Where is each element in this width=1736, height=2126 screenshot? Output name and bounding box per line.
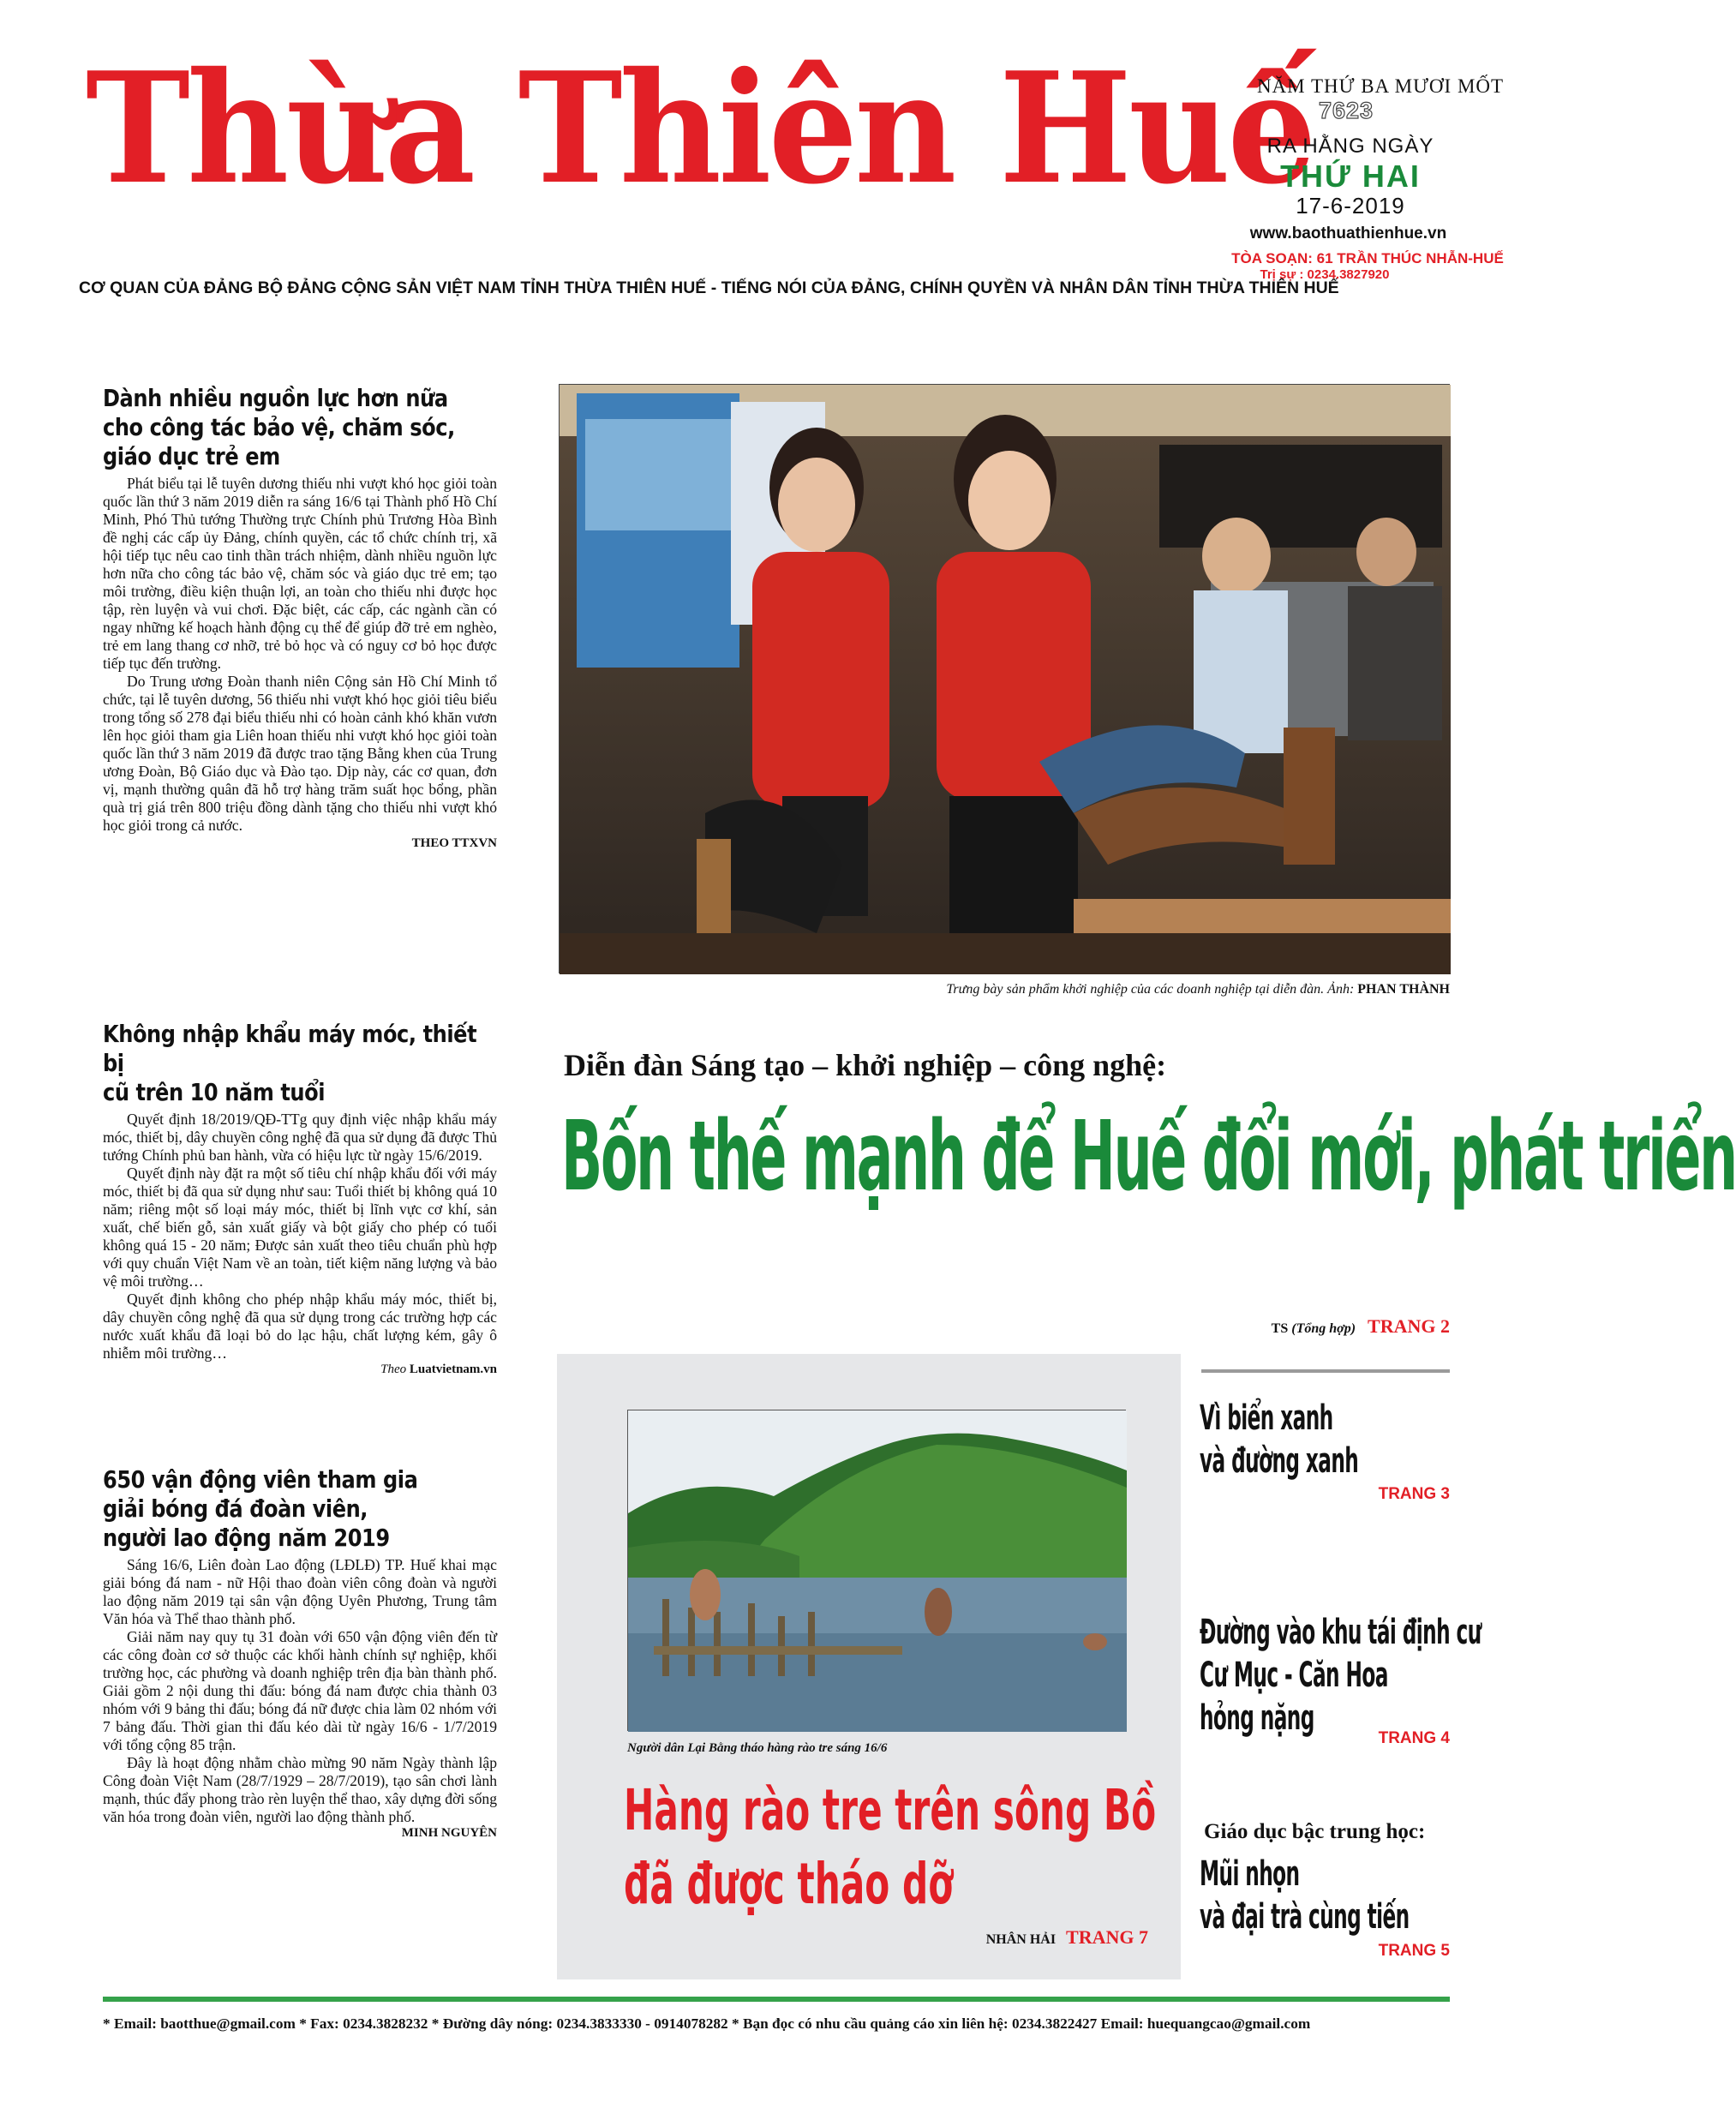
river-photo-caption: Người dân Lại Bằng tháo hàng rào tre sáng 16/6 xyxy=(627,1741,888,1755)
masthead-title: Thừa Thiên Huế xyxy=(86,39,1314,218)
teaser-page-link[interactable]: TRANG 5 xyxy=(1378,1942,1450,1960)
office-phone: Trị sự : 0234.3827920 xyxy=(1260,266,1390,282)
teaser-title[interactable]: Vì biển xanh và đường xanh xyxy=(1200,1398,1359,1481)
lead-headline[interactable]: Bốn thế mạnh để Huế đổi mới, phát triển xyxy=(561,1101,1736,1213)
teaser-title[interactable]: Mũi nhọn và đại trà cùng tiến xyxy=(1200,1854,1410,1937)
article-body: Sáng 16/6, Liên đoàn Lao động (LĐLĐ) TP. Huế khai mạc giải bóng đá nam - nữ Hội thao đoàn viên công đoàn và người lao động năm 2019 tại sân vận động Uyên Phương, Trung tâm Văn hóa và Thể thao thành phố. Giải năm nay quy tụ 31 đoàn với 650 vận động viên đến từ các công đoàn cơ sở thuộc các khối hành chính sự nghiệp, khối trường học, các phường và doanh nghiệp trên địa bàn thành phố. Giải gồm 2 nội dung thi đấu: bóng đá nam được chia thành 03 nhóm với 9 bảng thi đấu; bóng đá nữ được chia làm 02 nhóm với 7 bảng đấu. Thời gian thi đấu kéo dài từ ngày 16/6 - 1/7/2019 với tổng cộng 85 trận. Đây là hoạt động nhằm chào mừng 90 năm Ngày thành lập Công đoàn Việt Nam (28/7/1929 – 28/7/2019), tạo sân chơi lành mạnh, thúc đẩy phong trào rèn luyện thể thao, xây dựng đời sống văn hóa trong đoàn viên, người lao động thành phố. xyxy=(103,1556,497,1825)
teaser-page-link[interactable]: TRANG 4 xyxy=(1378,1729,1450,1747)
issue-date: 17-6-2019 xyxy=(1296,193,1405,219)
river-photo xyxy=(627,1410,1126,1731)
website-link[interactable]: www.baothuathienhue.vn xyxy=(1249,225,1447,243)
article-title[interactable]: Không nhập khẩu máy móc, thiết bị cũ trên 10 năm tuổi xyxy=(103,1020,477,1106)
issue-info xyxy=(1200,75,1544,282)
article-football xyxy=(103,1465,497,1841)
teaser-divider xyxy=(1201,1369,1450,1373)
article-import xyxy=(103,1020,497,1377)
article-children xyxy=(103,384,497,851)
footer-rule xyxy=(103,1997,1450,2002)
box-byline: NHÂN HẢI TRANG 7 xyxy=(985,1926,1148,1948)
teaser-page-link[interactable]: TRANG 3 xyxy=(1378,1485,1450,1503)
main-photo-caption: Trưng bày sản phẩm khởi nghiệp của các doanh nghiệp tại diễn đàn. Ảnh: PHAN THÀNH xyxy=(946,982,1450,997)
lead-kicker: Diễn đàn Sáng tạo – khởi nghiệp – công nghệ: xyxy=(564,1048,1167,1082)
article-title[interactable]: 650 vận động viên tham gia giải bóng đá đoàn viên, người lao động năm 2019 xyxy=(103,1465,418,1552)
masthead-subtitle: CƠ QUAN CỦA ĐẢNG BỘ ĐẢNG CỘNG SẢN VIỆT NAM TỈNH THỪA THIÊN HUẾ - TIẾNG NÓI CỦA ĐẢNG, CHÍNH QUYỀN VÀ NHÂN DÂN TỈNH THỪA THIÊN HUẾ xyxy=(79,278,1339,297)
office-address: TÒA SOẠN: 61 TRẦN THÚC NHẪN-HUẾ xyxy=(1231,250,1504,267)
issue-weekday: THỨ HAI xyxy=(1280,159,1421,195)
article-body: Phát biểu tại lễ tuyên dương thiếu nhi vượt khó học giỏi toàn quốc lần thứ 3 năm 2019 diễn ra sáng 16/6 tại Thành phố Hồ Chí Minh, Phó Thủ tướng Thường trực Chính phủ Trương Hòa Bình đề nghị các cấp ủy Đảng, chính quyền, các tổ chức chính trị, xã hội tiếp tục nêu cao tinh thần trách nhiệm, dành nhiều nguồn lực hơn nữa cho công tác bảo vệ, chăm sóc và giáo dục trẻ em; tạo môi trường, điều kiện thuận lợi, an toàn cho thiếu nhi được học tập, rèn luyện và vui chơi. Đặc biệt, các cấp, các ngành cần có ngay những kế hoạch hành động cụ thể để giúp đỡ trẻ em nghèo, trẻ em lang thang cơ nhỡ, trẻ bỏ học và có nguy cơ bỏ học được tiếp tục đến trường. Do Trung ương Đoàn thanh niên Cộng sản Hồ Chí Minh tổ chức, tại lễ tuyên dương, 56 thiếu nhi vượt khó học giỏi tiêu biểu trong tổng số 278 đại biểu thiếu nhi có hoàn cảnh khó khăn vươn lên học giỏi tham gia Liên hoan thiếu nhi vượt khó học giỏi toàn quốc lần thứ 3 năm 2019 đã được trao tặng Bằng khen của Trung ương Đoàn, Bộ Giáo dục và Đào tạo. Dịp này, các cơ quan, đơn vị, mạnh thường quân đã hỗ trợ hàng trăm suất học bổng, phần quà trị giá trên 800 triệu đồng dành tặng cho thiếu nhi vượt khó học giỏi trong cả nước. xyxy=(103,475,497,834)
footer-contacts: * Email: baotthue@gmail.com * Fax: 0234.3828232 * Đường dây nóng: 0234.3833330 - 0914078282 * Bạn đọc có nhu cầu quảng cáo xin liên hệ: 0234.3822427 Email: huequangcao@gmail.com xyxy=(103,2015,1311,2032)
lead-page-link[interactable]: TRANG 2 xyxy=(1368,1315,1450,1337)
teaser-kicker: Giáo dục bậc trung học: xyxy=(1204,1820,1426,1843)
issue-year: NĂM THỨ BA MƯƠI MỐT xyxy=(1256,75,1505,97)
box-headline[interactable]: Hàng rào tre trên sông Bồ đã được tháo dỡ xyxy=(624,1777,1157,1917)
article-credit: Theo Luatvietnam.vn xyxy=(380,1362,497,1376)
article-title[interactable]: Dành nhiều nguồn lực hơn nữa cho công tác bảo vệ, chăm sóc, giáo dục trẻ em xyxy=(103,384,455,470)
box-page-link[interactable]: TRANG 7 xyxy=(1066,1926,1148,1948)
issue-number: 7623 xyxy=(1318,98,1374,124)
lead-byline: TS (Tổng hợp) TRANG 2 xyxy=(1271,1315,1450,1337)
article-credit: MINH NGUYÊN xyxy=(401,1826,497,1840)
teaser-title[interactable]: Đường vào khu tái định cư Cư Mục - Căn Hoa hỏng nặng xyxy=(1200,1613,1482,1738)
article-body: Quyết định 18/2019/QĐ-TTg quy định việc nhập khẩu máy móc, thiết bị, dây chuyền công nghệ đã qua sử dụng đã được Thủ tướng Chính phủ ban hành, vừa có hiệu lực từ ngày 15/6/2019. Quyết định này đặt ra một số tiêu chí nhập khẩu đối với máy móc, thiết bị đã qua sử dụng như sau: Tuổi thiết bị không quá 10 năm; riêng một số loại máy móc, thiết bị lĩnh vực cơ khí, sản xuất, chế biến gỗ, sản xuất giấy và bột giấy cho phép có tuổi không quá 15 - 20 năm; Được sản xuất theo tiêu chuẩn phù hợp với quy chuẩn Việt Nam về an toàn, tiết kiệm năng lượng và bảo vệ môi trường… Quyết định không cho phép nhập khẩu máy móc, thiết bị, dây chuyền công nghệ đã qua sử dụng trong các trường hợp các nước xuất khẩu đã loại bỏ do lạc hậu, chất lượng kém, gây ô nhiễm môi trường… xyxy=(103,1111,497,1362)
issue-frequency: RA HẰNG NGÀY xyxy=(1266,135,1434,159)
main-photo xyxy=(559,384,1450,973)
article-credit: THEO TTXVN xyxy=(411,836,497,850)
